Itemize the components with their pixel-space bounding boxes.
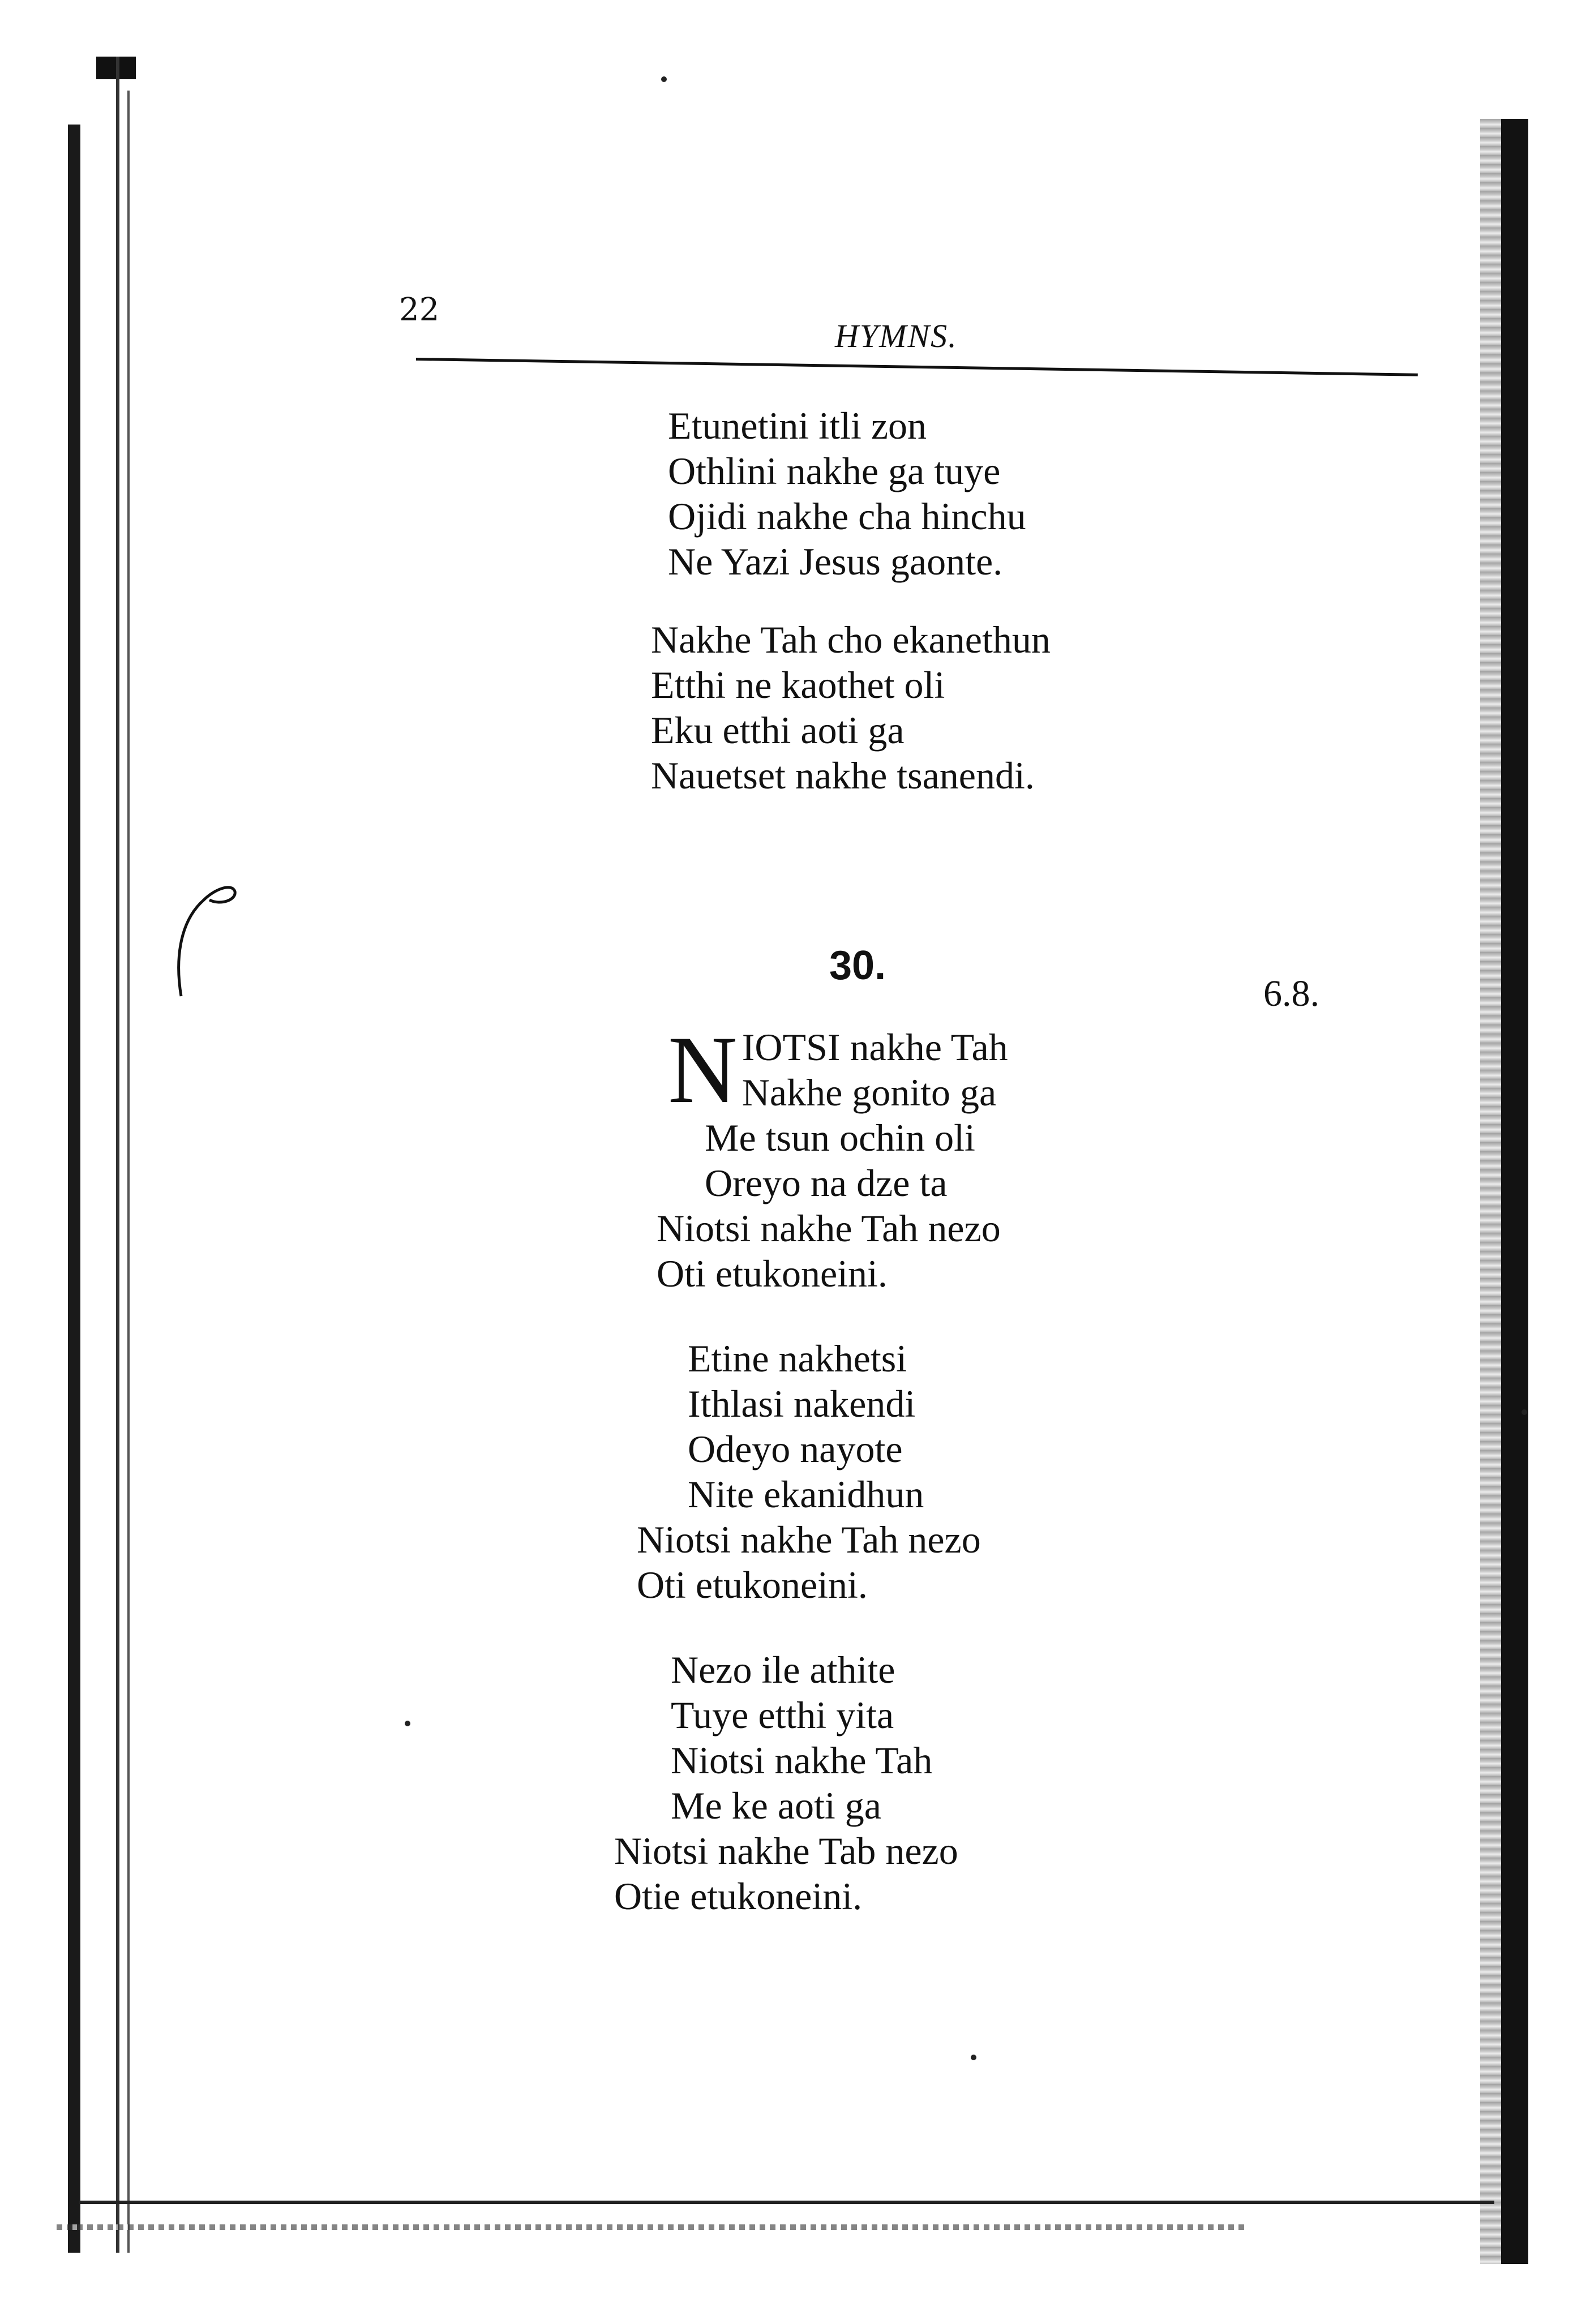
verse-line: Oti etukoneini.	[637, 1563, 868, 1606]
verse-line: Ne Yazi Jesus gaonte.	[668, 540, 1003, 583]
speck	[661, 76, 667, 82]
verse-line: Nakhe Tah cho ekanethun	[651, 618, 1051, 661]
drop-cap: N	[668, 1017, 738, 1123]
verse-line: Etine nakhetsi	[688, 1337, 907, 1380]
verse-line: Nauetset nakhe tsanendi.	[651, 754, 1035, 797]
speck	[971, 2055, 976, 2060]
header-rule	[416, 358, 1418, 376]
bottom-scan-noise	[57, 2224, 1245, 2230]
hymn-stanza-2	[688, 1336, 924, 1517]
hymn-stanza-3	[671, 1647, 932, 1828]
hymn-stanza-1	[668, 1017, 1008, 1123]
verse-line: Etunetini itli zon	[668, 404, 927, 447]
stanza-continued-1	[668, 403, 1026, 584]
verse-line: Ithlasi nakendi	[688, 1382, 916, 1425]
binding-line-left	[116, 57, 119, 2253]
verse-line: IOTSI nakhe Tah	[742, 1026, 1008, 1069]
verse-line: Niotsi nakhe Tah	[671, 1739, 933, 1782]
binding-edge-right	[1501, 119, 1528, 2264]
hymn-meter: 6.8.	[1263, 973, 1319, 1014]
verse-line: Tuye etthi yita	[671, 1693, 894, 1736]
hymn-stanza-1-refrain	[657, 1206, 1001, 1296]
verse-line: Otie etukoneini.	[614, 1875, 863, 1918]
verse-line: Niotsi nakhe Tab nezo	[614, 1829, 958, 1872]
speck	[405, 1721, 410, 1726]
verse-line: Odeyo nayote	[688, 1427, 903, 1470]
binding-shadow-right	[1480, 119, 1503, 2264]
speck	[1521, 1409, 1527, 1415]
hymn-stanza-1-cont	[705, 1115, 975, 1206]
verse-line: Nakhe gonito ga	[742, 1071, 997, 1114]
verse-line: Me ke aoti ga	[671, 1784, 881, 1827]
hymn-stanza-3-refrain	[614, 1828, 958, 1919]
binding-edge-left	[68, 125, 80, 2253]
verse-line: Me tsun ochin oli	[705, 1116, 975, 1159]
hymn-stanza-2-refrain	[637, 1517, 981, 1607]
page-number: 22	[399, 291, 440, 328]
verse-line: Othlini nakhe ga tuye	[668, 449, 1001, 492]
pen-mark	[170, 877, 243, 1002]
verse-line: Niotsi nakhe Tah nezo	[637, 1518, 981, 1561]
running-head: HYMNS.	[835, 318, 958, 354]
verse-line: Ojidi nakhe cha hinchu	[668, 495, 1026, 538]
verse-line: Oreyo na dze ta	[705, 1161, 948, 1204]
binding-line-left-inner	[127, 91, 130, 2253]
verse-line: Eku etthi aoti ga	[651, 709, 905, 752]
verse-line: Oti etukoneini.	[657, 1252, 888, 1295]
stanza-continued-2	[651, 617, 1051, 798]
verse-line: Nezo ile athite	[671, 1648, 895, 1691]
verse-line: Niotsi nakhe Tah nezo	[657, 1207, 1001, 1250]
bottom-edge	[79, 2201, 1494, 2204]
hymn-number: 30.	[829, 943, 886, 988]
verse-line: Nite ekanidhun	[688, 1473, 924, 1516]
verse-line: Etthi ne kaothet oli	[651, 663, 945, 706]
